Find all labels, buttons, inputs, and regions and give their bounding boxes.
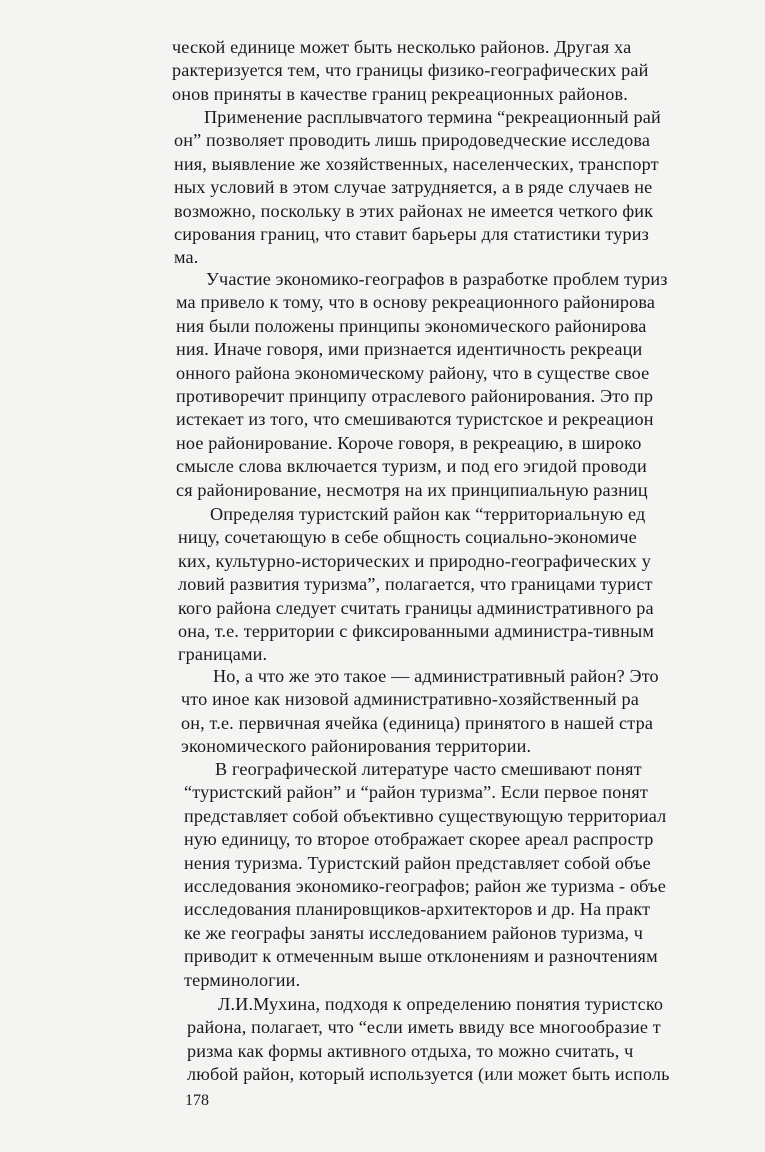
text-line: ное районирование. Короче говоря, в рекреацию, в широко	[176, 432, 642, 453]
text-line: ных условий в этом случае затрудняется, а в ряде случаев не	[174, 177, 653, 198]
text-line: ся районирование, несмотря на их принципиальную разниц	[176, 479, 648, 500]
text-line: ма привело к тому, что в основу рекреационного районирова	[176, 292, 656, 313]
text-line: ческой единице может быть несколько районов. Другая ха	[172, 37, 632, 57]
text-line: района, полагает, что “если иметь ввиду все многообразие т	[187, 1017, 661, 1038]
text-line: ния, выявление же хозяйственных, населенческих, транспорт	[174, 153, 659, 174]
text-line: ную единицу, то второе отображает скорее ареал распростр	[184, 829, 654, 850]
text-line: нения туризма. Туристский район представляет собой объе	[184, 852, 651, 873]
text-line: истекает из того, что смешиваются туристское и рекреацион	[176, 409, 654, 430]
text-line: ловий развития туризма”, полагается, что границами турист	[178, 574, 653, 595]
text-line: ке же географы заняты исследованием районов туризма, ч	[184, 922, 644, 943]
text-line: ризма как формы активного отдыха, то можно считать, ч	[187, 1040, 634, 1061]
text-line: ких, культурно-исторических и природно-географических у	[178, 550, 651, 571]
text-line: исследования экономико-географов; район же туризма - объе	[184, 875, 666, 896]
text-line: он” позволяет проводить лишь природоведческие исследова	[174, 130, 651, 151]
text-line: противоречит принципу отраслевого районирования. Это пр	[176, 385, 654, 406]
text-line: Но, а что же это такое — административный район? Это	[213, 666, 659, 686]
text-line: границами.	[178, 644, 268, 665]
text-line: онов приняты в качестве границ рекреационных районов.	[172, 83, 628, 104]
text-line: ния были положены принципы экономического районирова	[176, 315, 647, 336]
text-line: исследования планировщиков-архитекторов и др. На практ	[184, 899, 651, 920]
text-line: Определяя туристский район как “территориальную ед	[210, 504, 646, 524]
text-line: терминологии.	[184, 969, 301, 990]
text-line: что иное как низовой административно-хозяйственный ра	[181, 689, 639, 710]
text-line: сирования границ, что ставит барьеры для статистики туриз	[174, 223, 649, 244]
text-line: кого района следует считать границы административного ра	[178, 597, 654, 618]
text-line: любой район, который используется (или может быть исполь	[187, 1064, 670, 1085]
text-line: представляет собой объективно существующую территориал	[184, 805, 667, 826]
text-line: В географической литературе часто смешивают понят	[215, 759, 642, 779]
text-line: ма.	[174, 247, 199, 268]
page-number: 178	[185, 1092, 209, 1109]
paragraph-2	[0, 106, 765, 270]
text-line: Участие экономико-географов в разработке проблем туриз	[206, 269, 668, 289]
text-line: она, т.е. территории с фиксированными администра-тивным	[178, 620, 655, 641]
text-line: рактеризуется тем, что границы физико-географических рай	[172, 60, 649, 81]
paragraph-5	[0, 665, 765, 759]
text-line: ницу, сочетающую в себе общность социально-экономиче	[178, 527, 637, 548]
text-line: онного района экономическому району, что в существе свое	[176, 362, 650, 383]
text-line: экономического районирования территории.	[181, 736, 532, 757]
text-line: Применение расплывчатого термина “рекреационный рай	[204, 107, 661, 127]
paragraph-6	[0, 758, 765, 992]
text-line: возможно, поскольку в этих районах не имеется четкого фик	[174, 200, 654, 221]
text-line: “туристский район” и “район туризма”. Если первое понят	[184, 782, 648, 803]
text-line: ния. Иначе говоря, ими признается идентичность рекреаци	[176, 339, 643, 360]
paragraph-7	[0, 993, 765, 1087]
paragraph-1	[0, 36, 765, 106]
text-line: смысле слова включается туризм, и под его эгидой проводи	[176, 456, 647, 477]
text-line: приводит к отмеченным выше отклонениям и разночтениям	[184, 946, 658, 967]
text-line: Л.И.Мухина, подходя к определению понятия туристско	[218, 994, 664, 1014]
paragraph-4	[0, 503, 765, 667]
text-line: он, т.е. первичная ячейка (единица) принятого в нашей стра	[181, 712, 654, 733]
paragraph-3	[0, 268, 765, 502]
